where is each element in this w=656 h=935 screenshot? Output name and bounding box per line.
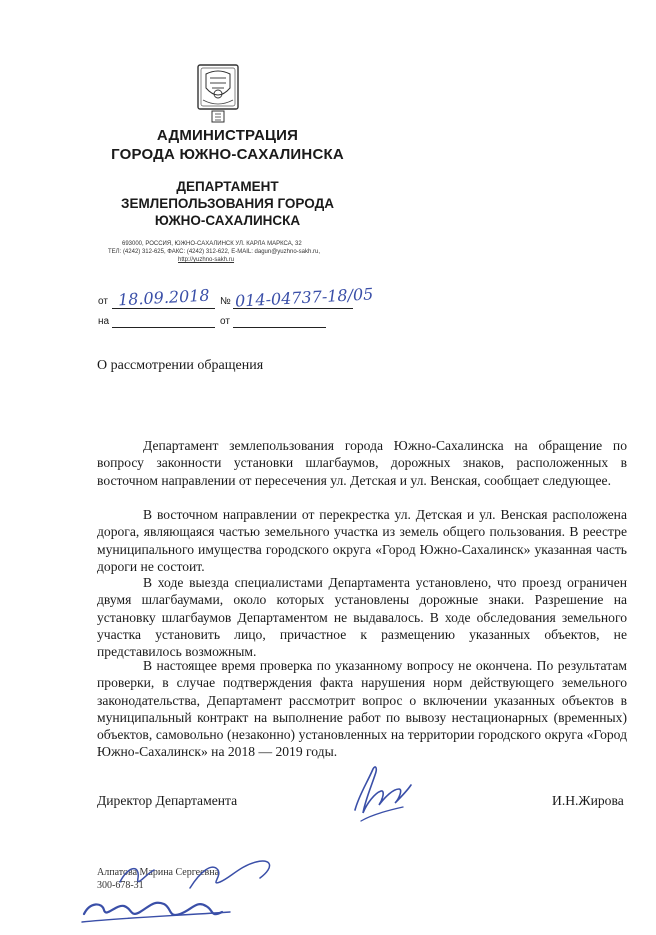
handwritten-scribble	[80, 852, 280, 930]
number-handwritten: 014-04737-18/05	[234, 284, 374, 311]
department-title-line3: ЮЖНО-САХАЛИНСКА	[154, 213, 301, 228]
body-paragraph-1: Департамент землепользования города Южно-Сахалинска на обращение по вопросу законности установки шлагбаумов, дорожных знаков, расположенных в восточном направлении от пересечения ул. Детская и ул. Венская, сообщает следующее.	[97, 438, 627, 488]
executor-phone: 300-678-31	[97, 880, 144, 891]
coat-of-arms-emblem	[196, 64, 240, 124]
address-line1: 693000, РОССИЯ, ЮЖНО-САХАЛИНСК УЛ. КАРЛА МАРКСА, 32	[122, 241, 302, 247]
date-handwritten: 18.09.2018	[117, 285, 211, 310]
signer-position: Директор Департамента	[97, 793, 238, 808]
signer-name: И.Н.Жирова	[552, 793, 624, 808]
from-label: от	[220, 316, 230, 327]
department-title-line2: ЗЕМЛЕПОЛЬЗОВАНИЯ ГОРОДА	[121, 196, 334, 211]
letter-subject: О рассмотрении обращения	[97, 358, 264, 373]
on-label: на	[98, 316, 110, 327]
on-underline	[112, 327, 215, 328]
from-underline	[233, 327, 326, 328]
body-paragraph-2: В восточном направлении от перекрестка ул. Детская и ул. Венская расположена дорога, являющаяся частью земельного участка из земель общего пользования. В реестре муниципального имущества городского округа «Город Южно-Сахалинск» указанная часть дороги не состоит.	[97, 507, 627, 574]
website-link[interactable]: http://yuzhno-sakh.ru	[178, 257, 235, 263]
address-line2: ТЕЛ: (4242) 312-625, ФАКС: (4242) 312-622, E-MAIL: dagun@yuzhno-sakh.ru,	[108, 249, 320, 255]
body-paragraph-4: В настоящее время проверка по указанному вопросу не окончена. По результатам проверки, в случае подтверждения факта нарушения норм действующего земельного законодательства, Департамент рассмотрит вопрос о включении указанных объектов в муниципальный контракт на выполнение работ по вывозу нестационарных (временных) объектов, самовольно (незаконно) установленных на территории городского округа «Город Южно-Сахалинск» на 2018 — 2019 годы.	[97, 658, 627, 760]
department-title-line1: ДЕПАРТАМЕНТ	[176, 179, 279, 194]
executor-name: Алпатова Марина Сергеевна	[97, 867, 220, 878]
administration-title-line2: ГОРОДА ЮЖНО-САХАЛИНСКА	[111, 146, 344, 163]
number-label: №	[220, 296, 231, 307]
body-paragraph-3: В ходе выезда специалистами Департамента установлено, что проезд ограничен двумя шлагбаумами, около которых установлены дорожные знаки. Разрешение на установку шлагбаумов Департаментом не выдавалось. В ходе обследования земельного участка установить лицо, причастное к размещению указанных объектов, не представилось возможным.	[97, 575, 627, 660]
handwritten-signature	[345, 755, 420, 830]
date-label: от	[98, 296, 108, 307]
administration-title-line1: АДМИНИСТРАЦИЯ	[156, 127, 299, 144]
